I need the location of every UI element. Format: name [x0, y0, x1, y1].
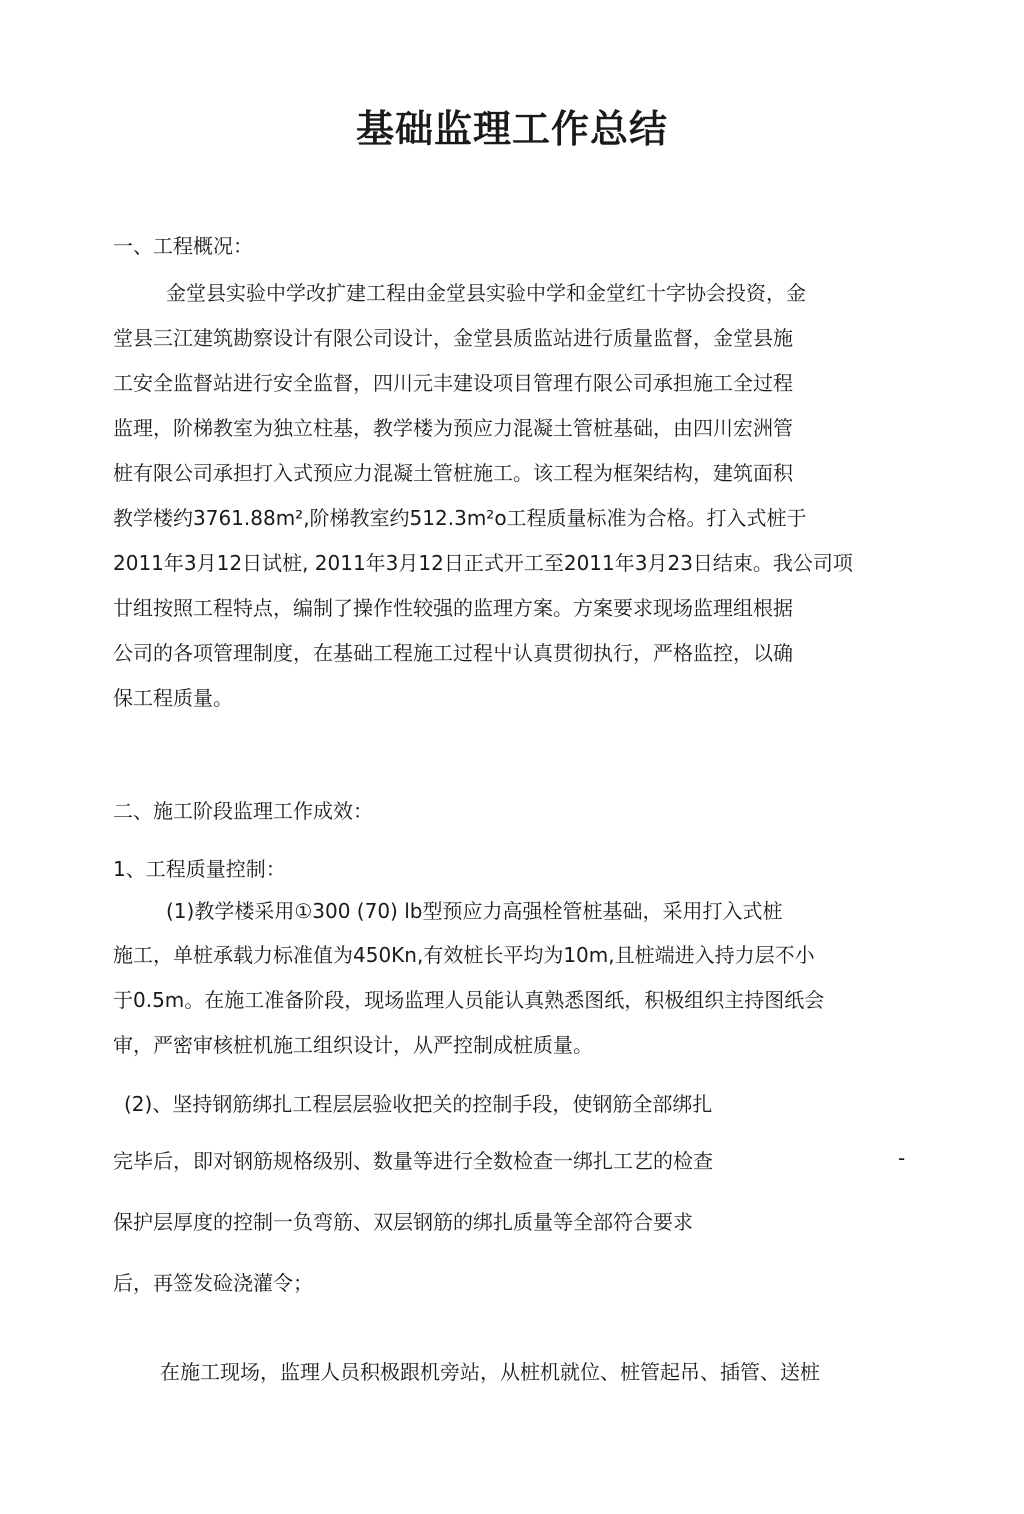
paragraph-line: 工安全监督站进行安全监督，四川元丰建设项目管理冇限公司承担施工全过程 — [113, 371, 793, 395]
paragraph-line: 金堂县实验中学改扩建工程由金堂县实验中学和金堂红十字协会投资，金 — [166, 281, 806, 305]
paragraph-line: 桩有限公司承担打入式预应力混凝土管桩施工。该工程为框架结构，建筑面积 — [113, 461, 793, 485]
stray-dash: - — [898, 1146, 906, 1170]
paragraph-line: 施工，单桩承载力标准值为450Kn,有效桩长平均为10m,且桩端进入持力层不小 — [113, 943, 815, 967]
paragraph-line: 公司的各项管理制度，在基础工程施工过程屮认真贯彻执行，严格监控，以确 — [113, 641, 793, 665]
paragraph-line: 于0.5m。在施工准备阶段，现场监理人员能认真熟悉图纸，积极组织主持图纸会 — [113, 988, 825, 1012]
document-title: 基础监理工作总结 — [355, 107, 668, 151]
paragraph-line: 教学楼约3761.88m²,阶梯教室约512.3m²o工程质量标准为合格。打入式桩于 — [113, 506, 807, 530]
paragraph-line: 堂县三江建筑勘察设计有限公司设计，金堂县质监站进行质量监督，金堂县施 — [113, 326, 793, 350]
paragraph-line: 保护层厚度的控制一负弯筋、双层钢筋的绑扎质量等全部符合要求 — [113, 1210, 693, 1234]
paragraph-line: 后，再签发硷浇灌令； — [113, 1271, 313, 1295]
section1-heading: 一、工程概况： — [113, 234, 253, 258]
paragraph-line: 廿组按照工程特点，编制了操作性较强的监理方案。方案要求现场监理组根据 — [113, 596, 793, 620]
paragraph-line: 在施工现场，监理人员积极跟机旁站，从桩机就位、桩管起吊、插管、送桩 — [160, 1360, 820, 1384]
paragraph-line: 完毕后，即对钢筋规格级别、数量等进行全数检查一绑扎工艺的检查 — [113, 1149, 713, 1173]
paragraph-line: 保工程质量。 — [113, 686, 233, 710]
paragraph-line: 监理，阶梯教室为独立柱基，教学楼为预应力混凝土管桩基础，由四川宏洲管 — [113, 416, 793, 440]
section2-heading: 二、施工阶段监理工作成效： — [113, 799, 373, 823]
paragraph-line: (2)、坚持钢筋绑扎工程层层验收把关的控制手段，使钢筋全部绑扎 — [124, 1092, 713, 1116]
paragraph-line: (1)教学楼采用①300 (70) lb型预应力高强栓管桩基础，采用打入式桩 — [166, 899, 783, 923]
paragraph-line: 审，严密审核桩机施工组织设计，从严控制成桩质量。 — [113, 1033, 593, 1057]
subsection-heading: 1、工程质量控制： — [113, 857, 286, 881]
paragraph-line: 2011年3月12日试桩, 2011年3月12日正式开工至2011年3月23日结束。我公司项 — [113, 551, 853, 575]
